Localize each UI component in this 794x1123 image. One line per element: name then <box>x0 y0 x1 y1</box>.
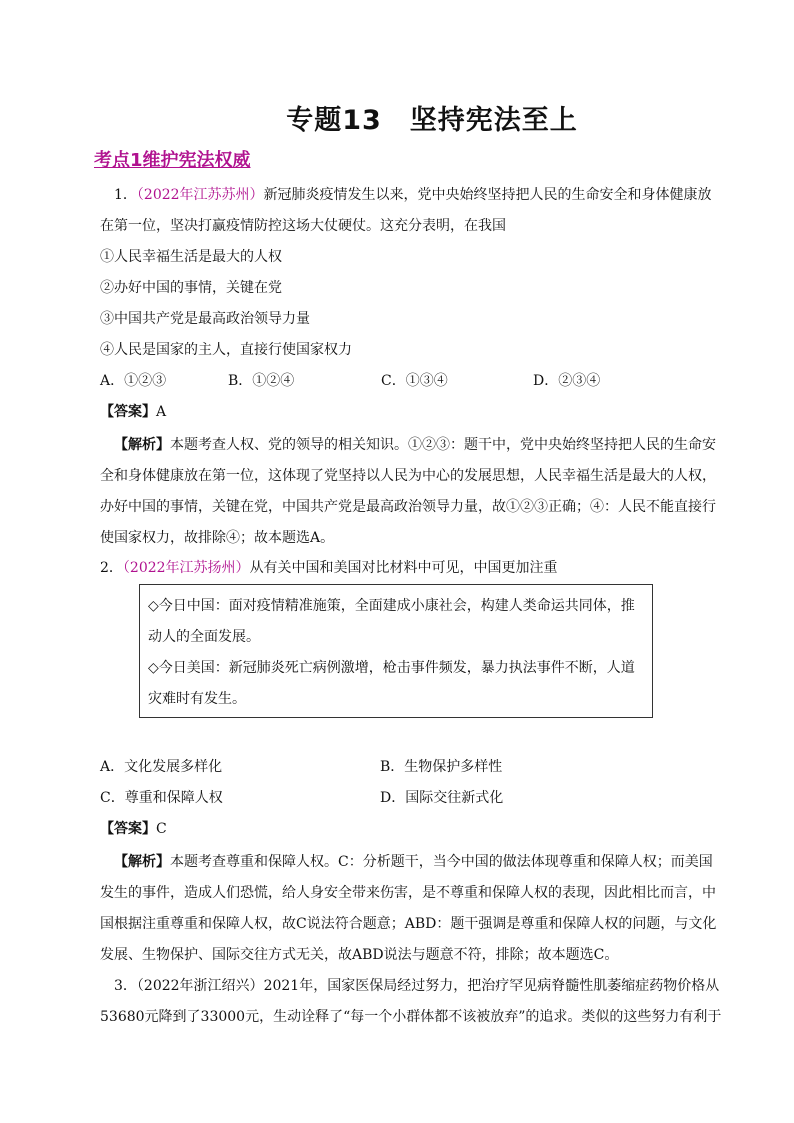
question-number: 1． <box>114 187 137 203</box>
stem-line: 一位，坚决打赢疫情防控这场大仗硬仗。这充分表明，在我国 <box>128 218 506 234</box>
option-a: A．文化发展多样化 <box>100 759 223 775</box>
statement-item: ③中国共产党是最高政治领导力量 <box>100 311 310 327</box>
analysis-text: 本题考查尊重和保障人权。C：分析题干，当今中国的做法体现尊重和保障人权；而美国发生的事件，造成人们恐慌，给人身安全带来伤害，是不尊重和保障人权的表现，因此相比而言，中国根据注重尊重和保障人权，故C说法符合题意；ABD：题干强调是尊重和保障人权的问题，与文化发展、生物保护、国际交往方式无关，故ABD说法与题意不符，排除；故本题选C。 <box>100 854 717 963</box>
question-source: （2022年江苏苏州） <box>136 187 264 203</box>
option-d: D．②③④ <box>533 373 601 389</box>
question-number: 3． <box>114 978 137 994</box>
question-3-stem <box>100 971 722 1033</box>
stem-line: 新冠肺炎疫情发生以来，党中央始终坚持把人民的生命安全和身体健康放在第 <box>100 187 712 234</box>
answer-label: 【答案】 <box>100 404 156 420</box>
answer-label: 【答案】 <box>100 821 156 837</box>
answer-line <box>100 402 166 422</box>
stem-line: 2021年，国家医保局经过努力，把治疗罕见病脊髓性肌萎缩症药物价格从53680元降到了33000元，生动诠释了“每一个小群体都不该被放弃”的追求。类似的这些努力有利于 <box>100 978 722 1025</box>
material-china: ◇今日中国：面对疫情精准施策，全面建成小康社会，构建人类命运共同体，推动人的全面发展。 <box>148 598 635 645</box>
option-d: D．国际交往新式化 <box>380 790 504 806</box>
page-title: 专题13 坚持宪法至上 <box>286 105 578 136</box>
question-1-stem <box>100 180 722 242</box>
stem-line: 从有关中国和美国对比材料中可见，中国更加注重 <box>249 560 558 576</box>
statement-item: ①人民幸福生活是最大的人权 <box>100 249 282 265</box>
question-2-stem <box>100 558 558 578</box>
answer-value: A <box>156 404 167 420</box>
question-source: （2022年江苏扬州） <box>122 560 250 576</box>
analysis-text: 本题考查人权、党的领导的相关知识。①②③：题干中，党中央始终坚持把人民的生命安全和身体健康放在第一位，这体现了党坚持以人民为中心的发展思想，人民幸福生活是最大的人权，办好中国的事情，关键在党，中国共产党是最高政治领导力量，故①②③正确；④：人民不能直接行使国家权力，故排除④；故本题选A。 <box>100 437 716 546</box>
analysis-label: 【解析】 <box>114 437 170 453</box>
statement-item: ②办好中国的事情，关键在党 <box>100 280 282 296</box>
question-number: 2． <box>100 560 123 576</box>
statement-item: ④人民是国家的主人，直接行使国家权力 <box>100 342 352 358</box>
analysis-paragraph <box>100 847 722 971</box>
analysis-paragraph <box>100 430 722 554</box>
option-c: C．①③④ <box>381 373 448 389</box>
option-b: B．①②④ <box>228 373 295 389</box>
question-source: （2022年浙江绍兴） <box>136 978 264 994</box>
answer-value: C <box>156 821 167 837</box>
section-heading: 考点1维护宪法权威 <box>94 150 251 171</box>
answer-line <box>100 819 167 839</box>
analysis-label: 【解析】 <box>114 854 170 870</box>
material-box <box>139 584 653 718</box>
option-a: A．①②③ <box>100 373 167 389</box>
material-usa: ◇今日美国：新冠肺炎死亡病例激增，枪击事件频发，暴力执法事件不断，人道灾难时有发生。 <box>148 660 635 707</box>
option-b: B．生物保护多样性 <box>380 759 503 775</box>
option-c: C．尊重和保障人权 <box>100 790 223 806</box>
